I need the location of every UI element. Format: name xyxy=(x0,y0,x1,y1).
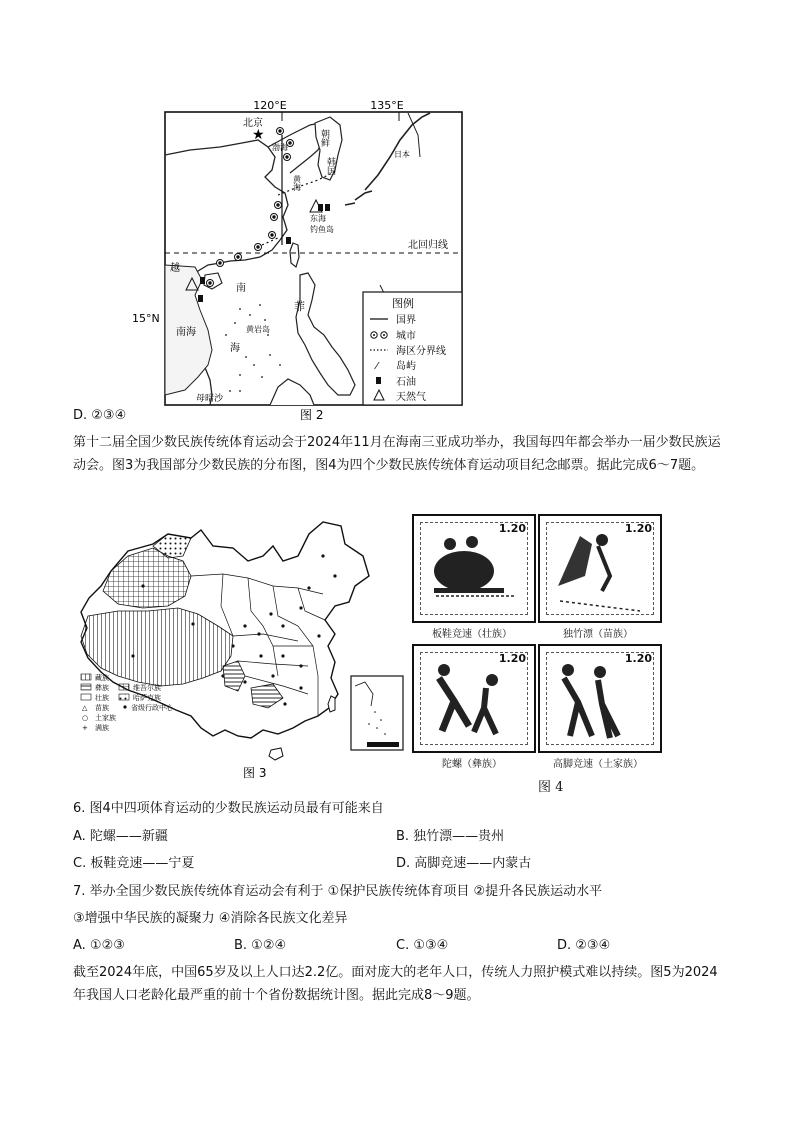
beijing-star-icon: ★ xyxy=(252,127,265,143)
fig4-caption: 图 4 xyxy=(538,780,564,795)
stamp-gaojiao: 1.20 xyxy=(538,644,662,753)
stamp-duzhupiao: 1.20 xyxy=(538,514,662,623)
miao-legend-icon: △ xyxy=(82,704,88,712)
stamp-banxie: 1.20 xyxy=(412,514,536,623)
svg-text:维吾尔族: 维吾尔族 xyxy=(133,684,161,692)
svg-text:南: 南 xyxy=(236,283,246,294)
q5-option-d: D. ②③④ xyxy=(73,408,127,423)
svg-text:哈萨克族: 哈萨克族 xyxy=(133,694,161,702)
svg-text:海: 海 xyxy=(230,343,240,354)
svg-text:满族: 满族 xyxy=(95,724,109,732)
stamp-caption-tuoluo: 陀螺（彝族） xyxy=(442,759,502,770)
figure-3-map xyxy=(73,516,408,784)
fig2-legend xyxy=(363,292,462,405)
svg-text:岛屿: 岛屿 xyxy=(396,361,416,372)
svg-text:黄岩岛: 黄岩岛 xyxy=(246,325,270,334)
q6-option-a: A. 陀螺——新疆 xyxy=(73,829,168,844)
svg-text:钓鱼岛: 钓鱼岛 xyxy=(310,225,334,234)
tropic-label: 北回归线 xyxy=(408,240,448,251)
q7-option-a: A. ①②③ xyxy=(73,938,125,953)
svg-text:天然气: 天然气 xyxy=(396,392,426,403)
tujia-legend-icon: ○ xyxy=(82,714,89,722)
svg-text:省级行政中心: 省级行政中心 xyxy=(131,704,173,712)
island-legend-icon: ⁄ xyxy=(376,361,378,372)
svg-text:壮族: 壮族 xyxy=(95,694,109,702)
stamp-tuoluo: 1.20 xyxy=(412,644,536,753)
svg-text:渤海: 渤海 xyxy=(272,143,288,152)
svg-text:海区分界线: 海区分界线 xyxy=(396,346,446,357)
q6-stem: 6. 图4中四项体育运动的少数民族运动员最有可能来自 xyxy=(73,801,384,816)
svg-text:东海: 东海 xyxy=(310,214,326,223)
figure-4 xyxy=(412,514,664,794)
svg-text:越: 越 xyxy=(170,263,180,274)
q7-option-c: C. ①③④ xyxy=(396,938,449,953)
svg-text:北京: 北京 xyxy=(243,118,263,129)
q7-option-b: B. ①②④ xyxy=(234,938,287,953)
q7-stem-continued: ③增强中华民族的凝聚力 ④消除各民族文化差异 xyxy=(73,911,348,926)
svg-text:石油: 石油 xyxy=(396,377,416,388)
q6-option-c: C. 板鞋竞速——宁夏 xyxy=(73,856,195,871)
fig2-caption: 图 2 xyxy=(300,408,324,422)
svg-text:彝族: 彝族 xyxy=(95,684,109,692)
svg-text:母暗沙: 母暗沙 xyxy=(196,394,224,404)
fig3-caption: 图 3 xyxy=(243,766,267,780)
stamp-caption-banxie: 板鞋竞速（壮族） xyxy=(432,629,512,640)
figure-2-map xyxy=(132,95,470,425)
stamp-caption-duzhupiao: 独竹漂（苗族） xyxy=(563,629,633,640)
svg-text:土家族: 土家族 xyxy=(95,714,116,722)
svg-text:菲: 菲 xyxy=(294,300,305,313)
svg-text:韩国: 韩国 xyxy=(325,157,335,175)
q6-option-b: B. 独竹漂——贵州 xyxy=(396,829,505,844)
south-sea-inset xyxy=(351,676,403,750)
oil-legend-icon xyxy=(376,377,381,384)
q7-option-d: D. ②③④ xyxy=(557,938,611,953)
lat-label-15: 15°N xyxy=(132,312,160,325)
svg-text:苗族: 苗族 xyxy=(95,704,109,712)
q6-option-d: D. 高脚竞速——内蒙古 xyxy=(396,856,532,871)
svg-text:南海: 南海 xyxy=(176,327,196,338)
svg-text:国界: 国界 xyxy=(396,315,416,326)
closing-paragraph: 截至2024年底，中国65岁及以上人口达2.2亿。面对庞大的老年人口，传统人力照护模式难以持续。图5为2024年我国人口老龄化最严重的前十个省份数据统计图。据此完成8～9题。 xyxy=(73,965,718,1003)
manchu-legend-icon: + xyxy=(82,724,88,732)
svg-text:日本: 日本 xyxy=(394,150,410,159)
taiwan-island xyxy=(290,243,299,267)
svg-text:朝鲜: 朝鲜 xyxy=(319,129,329,147)
svg-text:黄海: 黄海 xyxy=(292,175,302,191)
stamp-caption-gaojiao: 高脚竞速（土家族） xyxy=(553,759,643,770)
lon-label-120: 120°E xyxy=(253,99,287,112)
lon-label-135: 135°E xyxy=(370,99,404,112)
figure-2 xyxy=(132,95,470,425)
q7-stem: 7. 举办全国少数民族传统体育运动会有利于 ①保护民族传统体育项目 ②提升各民族运动水平 xyxy=(73,884,603,899)
svg-text:藏族: 藏族 xyxy=(95,674,109,682)
figure-3 xyxy=(73,516,408,784)
svg-text:城市: 城市 xyxy=(396,331,416,342)
intro-paragraph: 第十二届全国少数民族传统体育运动会于2024年11月在海南三亚成功举办，我国每四年都会举办一届少数民族运动会。图3为我国部分少数民族的分布图，图4为四个少数民族传统体育运动项目纪念邮票。据此完成6～7题。 xyxy=(73,435,721,473)
svg-text:图例: 图例 xyxy=(392,297,414,310)
